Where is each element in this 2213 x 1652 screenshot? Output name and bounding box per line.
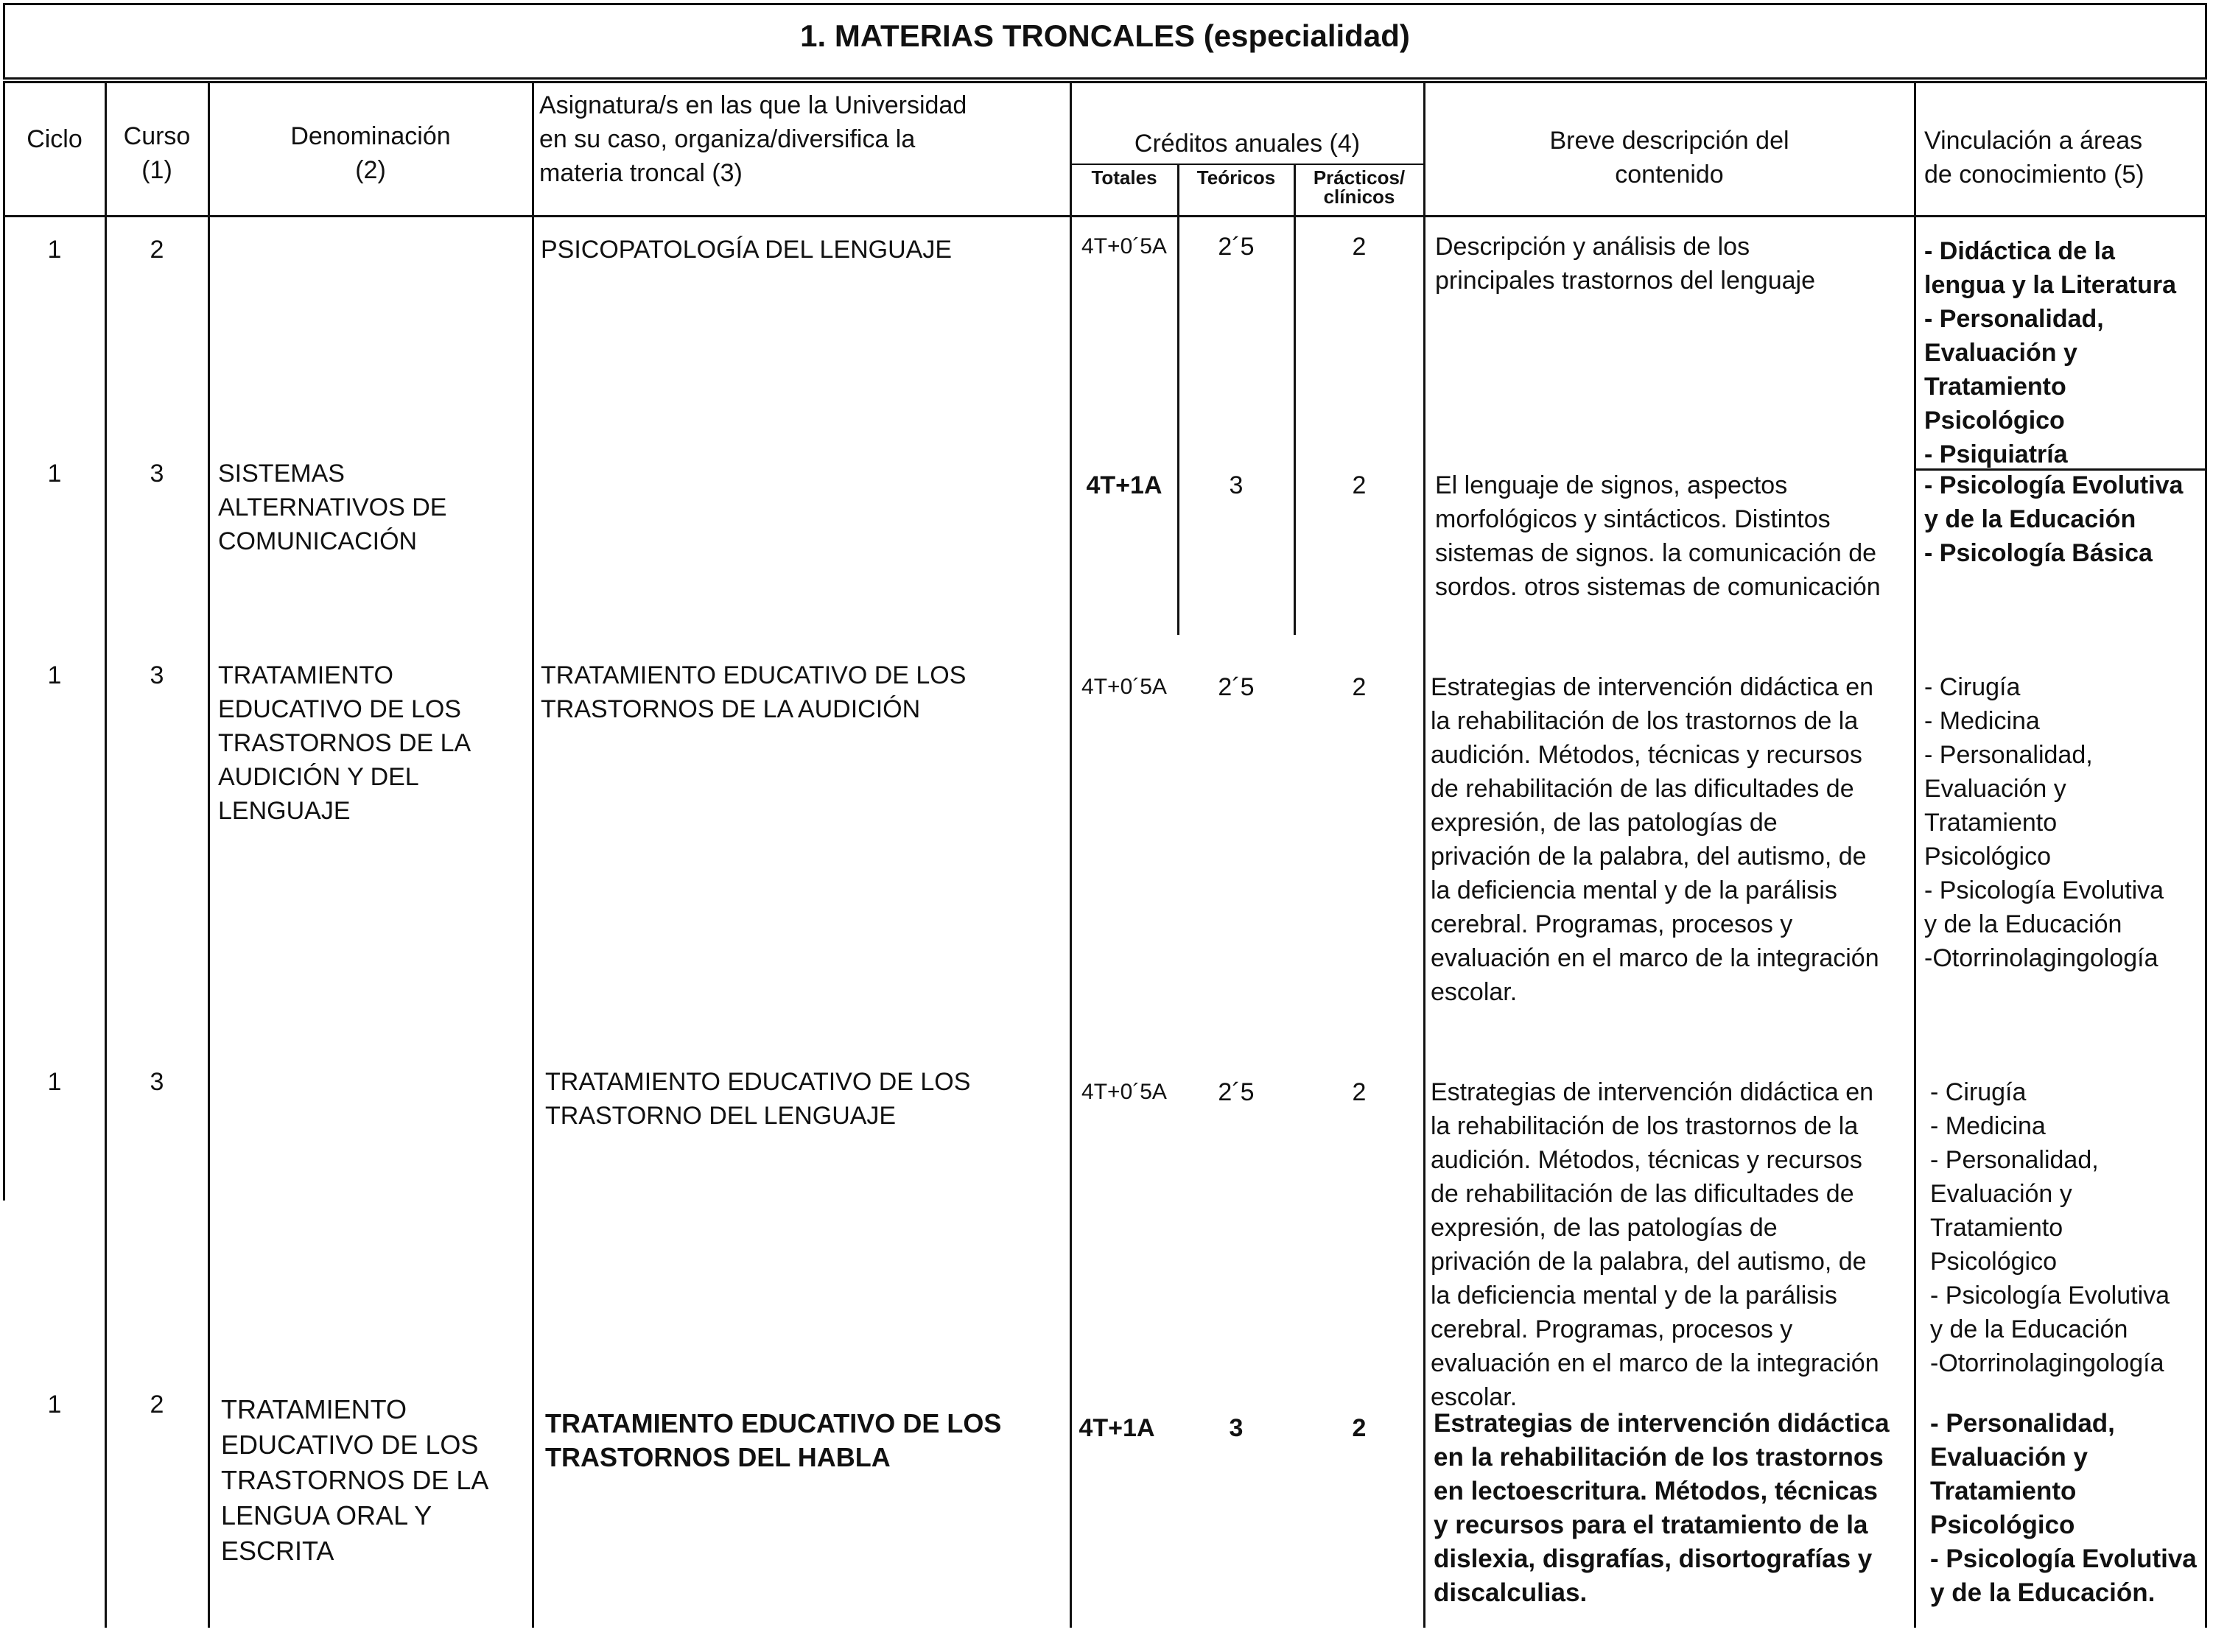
- row2-descripcion: El lenguaje de signos, aspectos morfológicos y sintácticos. Distintos sistemas de signos. la comunicación de sordos. otros sistemas de comunicación: [1435, 471, 1881, 601]
- header-ciclo: Ciclo: [27, 125, 83, 153]
- col-line-2: [208, 81, 210, 1628]
- row2-practicos: 2: [1352, 471, 1367, 499]
- row2-vinculacion: - Psicología Evolutiva y de la Educación - Psicología Básica: [1924, 471, 2184, 567]
- row2-teoricos: 3: [1229, 471, 1244, 499]
- header-top-border: [3, 81, 2207, 83]
- row5-asignatura: TRATAMIENTO EDUCATIVO DE LOS TRASTORNOS DEL HABLA: [545, 1408, 1002, 1472]
- header-denominacion: Denominación (2): [290, 122, 451, 184]
- row3-curso: 3: [150, 661, 164, 689]
- row5-ciclo: 1: [47, 1391, 62, 1419]
- row4-curso: 3: [150, 1068, 164, 1096]
- row5-descripcion: Estrategias de intervención didáctica en la rehabilitación de los trastornos en lectoescritura. Métodos, técnicas y recursos para el tratamiento de la dislexia, disgrafías, disortografías y discalculias.: [1434, 1409, 1890, 1607]
- col-line-4: [1070, 81, 1072, 1628]
- row5-practicos: 2: [1352, 1414, 1367, 1442]
- header-descripcion: Breve descripción del contenido: [1549, 127, 1789, 189]
- header-creditos: Créditos anuales (4): [1134, 130, 1361, 158]
- row4-asignatura: TRATAMIENTO EDUCATIVO DE LOS TRASTORNO DEL LENGUAJE: [545, 1068, 971, 1130]
- row1-totales: 4T+0´5A: [1081, 234, 1167, 259]
- row2-denominacion: SISTEMAS ALTERNATIVOS DE COMUNICACIÓN: [218, 460, 447, 555]
- col-line-3: [532, 81, 534, 1628]
- row1-ciclo: 1: [47, 236, 62, 264]
- header-totales: Totales: [1091, 166, 1157, 189]
- col-line-1: [105, 81, 107, 1628]
- header-practicos: Prácticos/ clínicos: [1313, 166, 1406, 208]
- row4-descripcion: Estrategias de intervención didáctica en la rehabilitación de los trastornos de la audición. Métodos, técnicas y recursos de rehabilitación de las dificultades de expresión, de las patologías de privación de la palabra, del autismo, de la deficiencia mental y de la parálisis cerebral. Programas, procesos y evaluación en el marco de la integración escolar.: [1431, 1078, 1879, 1411]
- header-asignatura: Asignatura/s en las que la Universidad en su caso, organiza/diversifica la materia troncal (3): [539, 91, 967, 187]
- row5-denominacion: TRATAMIENTO EDUCATIVO DE LOS TRASTORNOS DE LA LENGUA ORAL Y ESCRITA: [221, 1394, 489, 1566]
- row3-ciclo: 1: [47, 661, 62, 689]
- row5-vinculacion: - Personalidad, Evaluación y Tratamiento Psicológico - Psicología Evolutiva y de la Educación.: [1930, 1409, 2197, 1607]
- row2-curso: 3: [150, 460, 164, 488]
- row4-vinculacion: - Cirugía - Medicina - Personalidad, Evaluación y Tratamiento Psicológico - Psicología Evolutiva y de la Educación -Otorrinolagingología: [1930, 1078, 2170, 1377]
- row3-teoricos: 2´5: [1218, 673, 1255, 701]
- row4-ciclo: 1: [47, 1068, 62, 1096]
- header-teoricos: Teóricos: [1196, 166, 1276, 189]
- header-curso: Curso (1): [123, 122, 191, 184]
- row3-asignatura: TRATAMIENTO EDUCATIVO DE LOS TRASTORNOS DE LA AUDICIÓN: [541, 661, 967, 723]
- row1-asignatura: PSICOPATOLOGÍA DEL LENGUAJE: [541, 236, 953, 264]
- row5-totales: 4T+1A: [1079, 1414, 1155, 1442]
- row4-teoricos: 2´5: [1218, 1078, 1255, 1106]
- header-vinculacion: Vinculación a áreas de conocimiento (5): [1924, 127, 2144, 189]
- row3-totales: 4T+0´5A: [1081, 675, 1167, 699]
- row1-practicos: 2: [1352, 233, 1367, 261]
- title-box: [3, 3, 2207, 80]
- row1-vinculacion: - Didáctica de la lengua y la Literatura - Personalidad, Evaluación y Tratamiento Psicológico - Psiquiatría: [1924, 237, 2176, 468]
- row3-vinculacion: - Cirugía - Medicina - Personalidad, Evaluación y Tratamiento Psicológico - Psicología Evolutiva y de la Educación -Otorrinolagingología: [1924, 673, 2164, 972]
- header-bottom-border: [3, 215, 2207, 217]
- row2-ciclo: 1: [47, 460, 62, 488]
- col-line-0: [3, 81, 5, 1201]
- row5-curso: 2: [150, 1391, 164, 1419]
- col-line-5: [1177, 164, 1179, 635]
- row2-totales: 4T+1A: [1086, 471, 1162, 499]
- row1-teoricos: 2´5: [1218, 233, 1255, 261]
- row4-practicos: 2: [1352, 1078, 1367, 1106]
- row5-teoricos: 3: [1229, 1414, 1244, 1442]
- credits-subheader-line: [1070, 164, 1423, 165]
- row1-descripcion: Descripción y análisis de los principales trastornos del lenguaje: [1435, 233, 1815, 295]
- row4-totales: 4T+0´5A: [1081, 1080, 1167, 1104]
- col-line-8: [1914, 81, 1916, 1628]
- col-line-6: [1294, 164, 1296, 635]
- page-title: 1. MATERIAS TRONCALES (especialidad): [800, 18, 1410, 53]
- row3-practicos: 2: [1352, 673, 1367, 701]
- row1-curso: 2: [150, 236, 164, 264]
- col-line-7: [1423, 81, 1425, 1628]
- row3-descripcion: Estrategias de intervención didáctica en la rehabilitación de los trastornos de la audición. Métodos, técnicas y recursos de rehabilitación de las dificultades de expresión, de las patologías de privación de la palabra, del autismo, de la deficiencia mental y de la parálisis cerebral. Programas, procesos y evaluación en el marco de la integración escolar.: [1431, 673, 1879, 1006]
- row3-denominacion: TRATAMIENTO EDUCATIVO DE LOS TRASTORNOS DE LA AUDICIÓN Y DEL LENGUAJE: [218, 661, 471, 825]
